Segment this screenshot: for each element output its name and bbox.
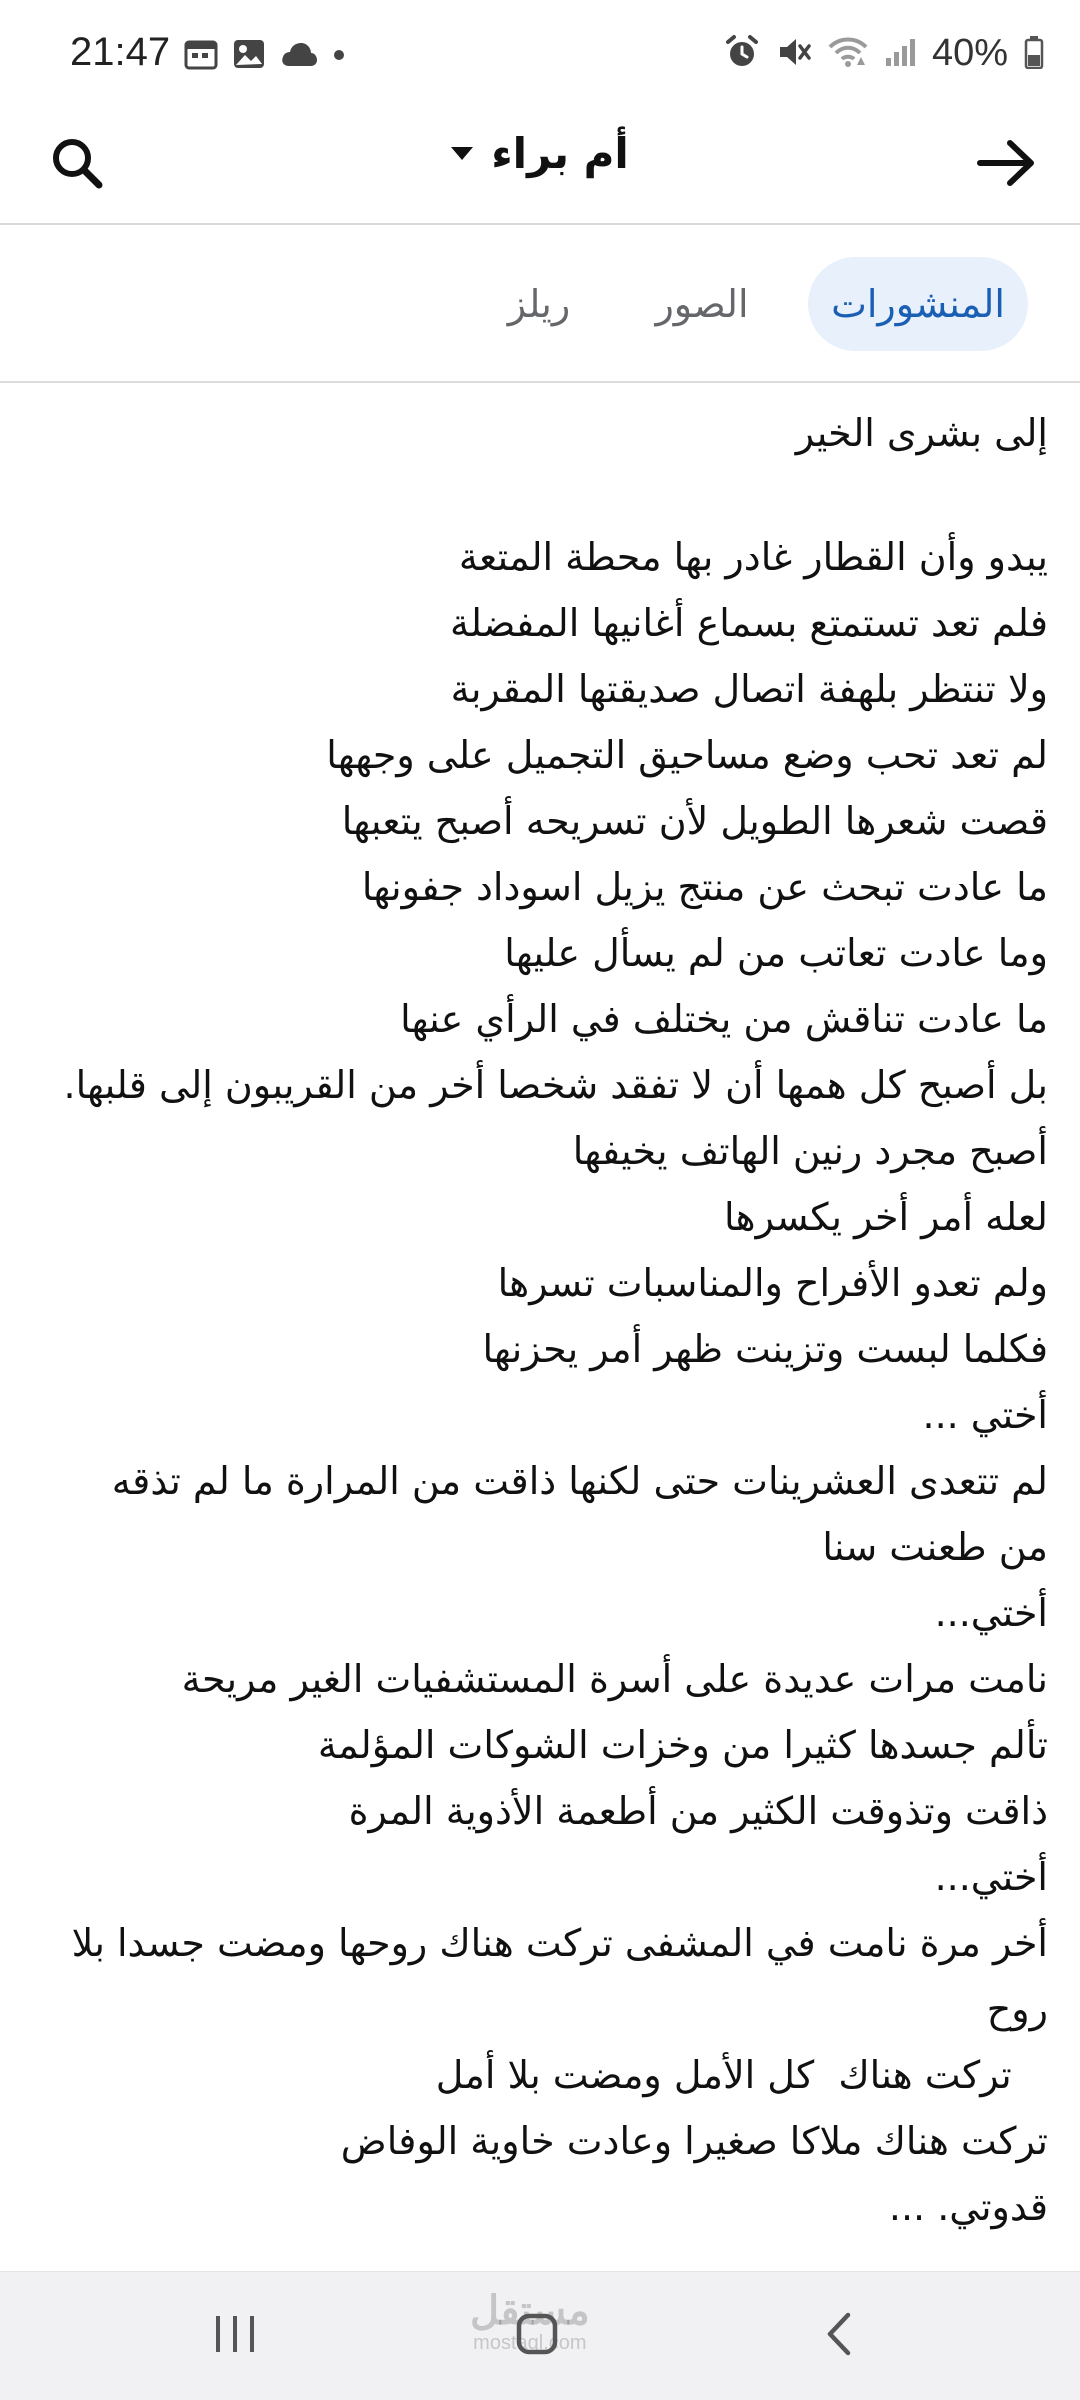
- status-time: 21:47: [70, 30, 171, 74]
- post-line: بل أصبح كل همها أن لا تفقد شخصا أخر من القريبون إلى قلبها.: [63, 1063, 1048, 1107]
- calendar-icon: [184, 38, 218, 74]
- post-body: [28, 400, 1048, 2240]
- mute-icon: [776, 34, 812, 74]
- page-title: أم براء: [491, 129, 629, 178]
- post-line: قصت شعرها الطويل لأن تسريحه أصبح يتعبها: [341, 799, 1048, 843]
- post-line: فلم تعد تستمتع بسماع أغانيها المفضلة: [450, 601, 1048, 645]
- app-header: [0, 115, 1080, 225]
- post-line: تألم جسدها كثيرا من وخزات الشوكات المؤلمة: [317, 1723, 1048, 1767]
- post-line: أخر مرة نامت في المشفى تركت هناك روحها ومضت جسدا بلا: [71, 1921, 1048, 1965]
- post-line: من طعنت سنا: [822, 1525, 1048, 1569]
- back-arrow-button[interactable]: [966, 125, 1046, 205]
- cloud-icon: [280, 40, 318, 72]
- signal-icon: [884, 36, 916, 72]
- recent-apps-button[interactable]: [180, 2296, 290, 2376]
- post-line: ذاقت وتذوقت الكثير من أطعمة الأذوية المرة: [348, 1789, 1048, 1833]
- post-line: أختي ...: [922, 1393, 1048, 1437]
- post-spacer: [28, 466, 1048, 524]
- tab-photos[interactable]: الصور: [655, 282, 749, 326]
- post-line: نامت مرات عديدة على أسرة المستشفيات الغير مريحة: [181, 1657, 1048, 1701]
- post-line: فكلما لبست وتزينت ظهر أمر يحزنها: [482, 1327, 1048, 1371]
- system-nav-bar: [0, 2271, 1080, 2400]
- post-line: ولا تنتظر بلهفة اتصال صديقتها المقربة: [450, 667, 1048, 711]
- post-line: لعله أمر أخر يكسرها: [723, 1195, 1048, 1239]
- post-line: يبدو وأن القطار غادر بها محطة المتعة: [458, 535, 1048, 579]
- watermark-english: mostaql.com: [473, 2332, 587, 2354]
- status-bar: [0, 0, 1080, 115]
- post-line: لم تعد تحب وضع مساحيق التجميل على وجهها: [326, 733, 1048, 777]
- wifi-icon: [828, 35, 868, 73]
- status-right-icons: [724, 32, 1044, 75]
- dot-icon: [332, 47, 346, 66]
- tab-reels[interactable]: ريلز: [507, 282, 571, 326]
- profile-name-dropdown[interactable]: [0, 129, 1080, 178]
- post-line: قدوتي. ...: [888, 2185, 1048, 2229]
- post-line: أختي...: [934, 1591, 1048, 1635]
- post-line: أختي...: [934, 1855, 1048, 1899]
- post-line: تركت هناك ملاكا صغيرا وعادت خاوية الوفاض: [340, 2119, 1048, 2163]
- battery-percent: 40%: [931, 32, 1008, 74]
- post-line: أصبح مجرد رنين الهاتف يخيفها: [572, 1129, 1048, 1173]
- post-line: لم تتعدى العشرينات حتى لكنها ذاقت من المرارة ما لم تذقه: [111, 1459, 1048, 1503]
- alarm-icon: [724, 34, 760, 74]
- profile-tabs: [0, 225, 1080, 383]
- recent-apps-icon: [213, 2314, 257, 2358]
- back-button[interactable]: [784, 2296, 894, 2376]
- post-line: وما عادت تعاتب من لم يسأل عليها: [504, 931, 1048, 975]
- home-button[interactable]: [482, 2296, 592, 2376]
- arrow-right-icon: [976, 138, 1036, 192]
- status-left-icons: [184, 38, 346, 74]
- post-line: ولم تعدو الأفراح والمناسبات تسرها: [497, 1261, 1048, 1305]
- battery-icon: [1024, 35, 1044, 73]
- home-icon: [515, 2312, 559, 2360]
- tab-posts[interactable]: المنشورات: [808, 257, 1028, 351]
- post-title: إلى بشرى الخير: [795, 411, 1048, 455]
- post-line: روح: [986, 1987, 1048, 2031]
- watermark-arabic: مستقل: [470, 2289, 590, 2333]
- chevron-left-icon: [824, 2311, 854, 2361]
- post-line: تركت هناك كل الأمل ومضت بلا أمل: [435, 2053, 1048, 2097]
- post-line: ما عادت تبحث عن منتج يزيل اسوداد جفونها: [361, 865, 1048, 909]
- image-icon: [232, 38, 266, 74]
- chevron-down-icon: [451, 147, 473, 160]
- post-line: ما عادت تناقش من يختلف في الرأي عنها: [400, 997, 1048, 1041]
